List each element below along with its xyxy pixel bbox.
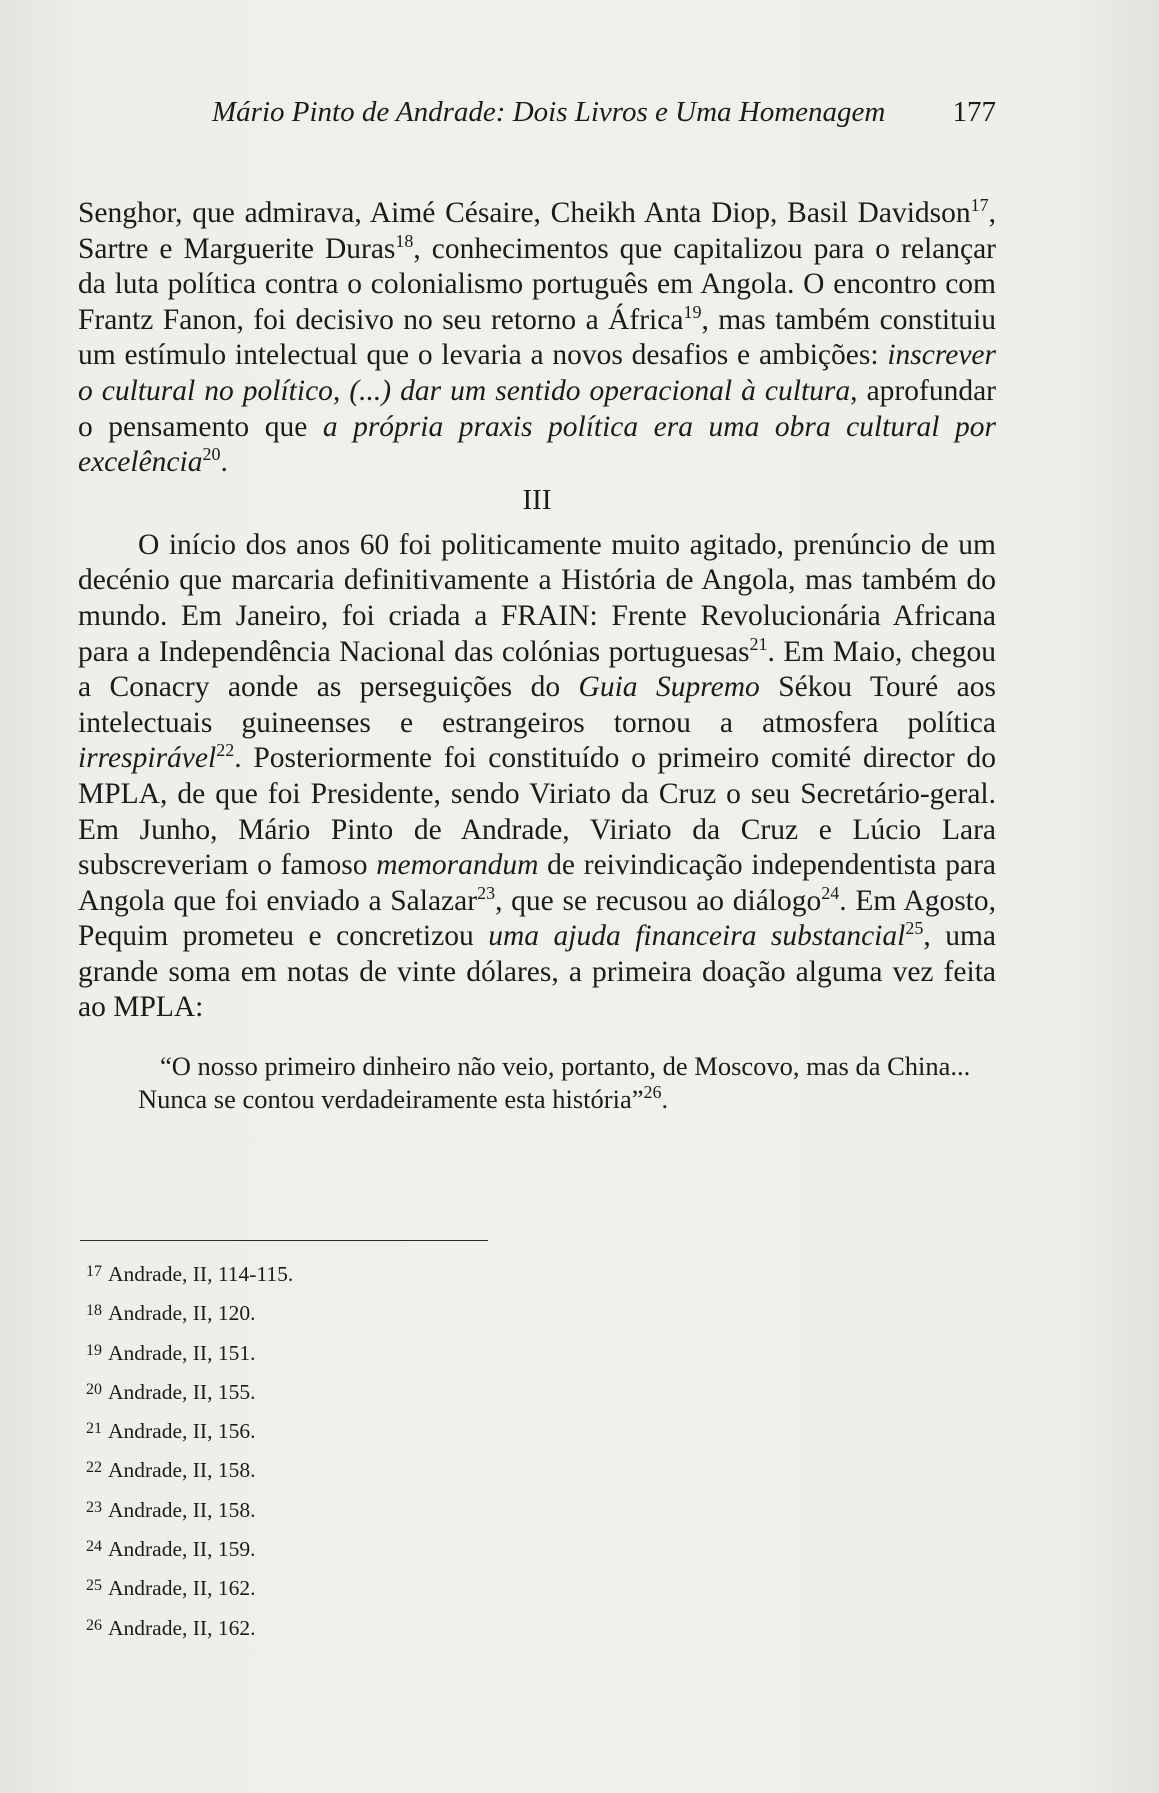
footnote-ref[interactable]: 17 <box>970 195 989 216</box>
footnote-number: 25 <box>86 1577 102 1595</box>
footnote-item <box>86 1413 586 1452</box>
page-number: 177 <box>952 96 996 128</box>
italic-text: irrespirável <box>78 742 217 775</box>
paragraph: O início dos anos 60 foi politicamente muito agitado, prenúncio de um decénio que marcaria definitivamente a História de Angola, mas também do mundo. Em Janeiro, foi criada a FRAIN: Frente Revolucionária Africana para a Independência Nacional das colónias portuguesas$^{21}$. Em Maio, chegou a Conacry aonde as perseguições do Guia Supremo Sékou Touré aos intelectuais guineenses e estrangeiros tornou a atmosfera política irrespirável$^{22}$. Posteriormente foi constituído o primeiro comité director do MPLA, de que foi Presidente, sendo Viriato da Cruz o seu Secretário-geral. Em Junho, Mário Pinto de Andrade, Viriato da Cruz e Lúcio Lara subscreveriam o famoso memorandum de reivindicação independentista para Angola que foi enviado a Salazar$^{23}$, que se recusou ao diálogo$^{24}$. Em Agosto, Pequim prometeu e concretizou uma ajuda financeira substancial$^{25}$, uma grande soma em notas de vinte dólares, a primeira doação alguma vez feita ao MPLA: <box>78 528 997 1024</box>
footnote-divider <box>80 1240 488 1241</box>
footnote-text: Andrade, II, 158. <box>108 1458 256 1483</box>
footnote-text: Andrade, II, 155. <box>108 1379 256 1404</box>
footnote-text: Andrade, II, 120. <box>108 1301 256 1326</box>
footnote-item <box>86 1452 586 1491</box>
footnote-text: Andrade, II, 156. <box>108 1419 256 1444</box>
footnote-number: 19 <box>86 1341 102 1359</box>
footnote-ref[interactable]: 18 <box>395 230 414 251</box>
quote-line: “O nosso primeiro dinheiro não veio, portanto, de Moscovo, mas da China... <box>160 1051 971 1082</box>
footnote-ref[interactable]: 20 <box>202 444 221 465</box>
footnotes <box>86 1256 586 1649</box>
footnote-ref[interactable]: 19 <box>683 301 702 322</box>
footnote-number: 22 <box>86 1459 102 1477</box>
italic-text: a própria praxis política era uma obra cultural por excelência <box>78 410 996 479</box>
footnote-ref[interactable]: 21 <box>749 633 768 654</box>
footnote-text: Andrade, II, 159. <box>108 1537 256 1562</box>
footnote-text: Andrade, II, 158. <box>108 1497 256 1522</box>
footnote-text: Andrade, II, 114-115. <box>108 1262 294 1286</box>
section-heading: III <box>522 483 552 516</box>
running-title: Mário Pinto de Andrade: Dois Livros e Uma Homenagem <box>212 96 886 128</box>
block-quote <box>138 1050 996 1116</box>
paragraph: Senghor, que admirava, Aimé Césaire, Cheikh Anta Diop, Basil Davidson$^{17}$, Sartre e Marguerite Duras$^{18}$, conhecimentos que capitalizou para o relançar da luta política contra o colonialismo português em Angola. O encontro com Frantz Fanon, foi decisivo no seu retorno a África$^{19}$, mas também constituiu um estímulo intelectual que o levaria a novos desafios e ambições: inscrever o cultural no político, (...) dar um sentido operacional à cultura, aprofundar o pensamento que a própria praxis política era uma obra cultural por excelência$^{20}$. <box>78 195 996 479</box>
footnote-number: 18 <box>86 1302 102 1320</box>
footnote-item <box>86 1610 586 1649</box>
footnote-item <box>86 1256 586 1295</box>
footnote-number: 20 <box>86 1380 102 1398</box>
footnote-ref[interactable]: 25 <box>905 918 924 939</box>
footnote-item <box>86 1492 586 1531</box>
footnote-ref[interactable]: 26 <box>643 1082 662 1103</box>
italic-text: uma ajuda financeira substancial <box>488 920 906 953</box>
italic-text: Guia Supremo <box>578 671 760 704</box>
footnote-ref[interactable]: 23 <box>477 882 496 903</box>
footnote-number: 23 <box>86 1498 102 1516</box>
footnote-number: 24 <box>86 1538 102 1556</box>
footnote-number: 21 <box>86 1420 102 1438</box>
footnote-text: Andrade, II, 162. <box>108 1576 256 1601</box>
footnote-number: 26 <box>86 1616 102 1634</box>
footnote-number: 17 <box>86 1263 102 1280</box>
footnote-ref[interactable]: 24 <box>821 882 840 903</box>
footnote-item <box>86 1335 586 1374</box>
footnote-item <box>86 1531 586 1570</box>
italic-text: memorandum <box>376 849 539 882</box>
footnote-ref[interactable]: 22 <box>216 740 235 761</box>
footnote-item <box>86 1295 586 1334</box>
footnote-item <box>86 1374 586 1413</box>
page-header <box>212 94 996 134</box>
page-body <box>78 196 996 1116</box>
italic-text: inscrever o cultural no político, (...) dar um sentido operacional à cultura <box>78 339 996 407</box>
footnote-text: Andrade, II, 162. <box>108 1615 256 1640</box>
footnote-item <box>86 1570 586 1609</box>
quote-line: Nunca se contou verdadeiramente esta história”$^{26}$. <box>138 1082 669 1115</box>
footnote-text: Andrade, II, 151. <box>108 1340 256 1365</box>
